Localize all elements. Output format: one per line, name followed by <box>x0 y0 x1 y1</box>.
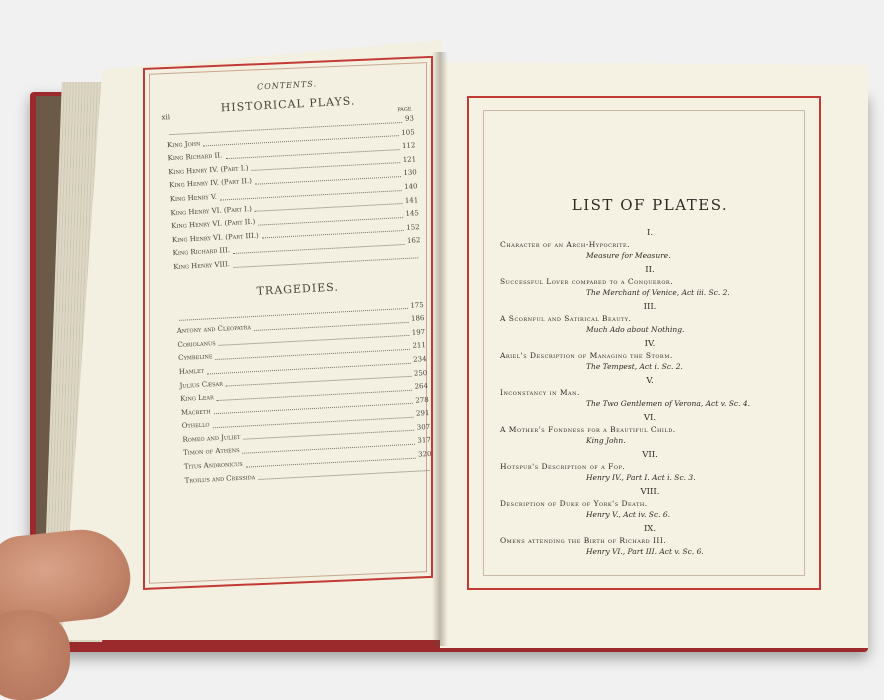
toc-entry-name: Othello <box>181 420 210 431</box>
toc-entry-name: Antony and Cleopatra <box>176 323 252 336</box>
toc-entry-name: Cymbeline <box>177 352 213 363</box>
toc-entry-page: 130 <box>403 168 418 178</box>
toc-entry-name: King Henry VI. (Part III.) <box>171 231 259 244</box>
plate-caption: A Scornful and Satirical Beauty. <box>500 314 632 323</box>
toc-entry-name: King Richard III. <box>172 246 231 258</box>
toc-entry-page <box>432 462 433 476</box>
toc-entry-page: 93 <box>404 114 415 123</box>
toc-entry-page: 141 <box>404 195 419 205</box>
toc-entry-page: 264 <box>414 382 429 391</box>
toc-entry-name: King Henry VI. (Part I.) <box>170 204 253 217</box>
toc-entry-name: King Henry V. <box>169 192 218 204</box>
plate-entry <box>500 413 800 446</box>
contents-page <box>152 74 446 557</box>
plate-entry <box>500 524 800 557</box>
toc-entry-page: 121 <box>402 155 417 164</box>
toc-entry-name: King Henry VI. (Part II.) <box>171 217 256 231</box>
toc-entry-name: King Henry IV. (Part II.) <box>168 177 253 190</box>
toc-entry-page: 197 <box>411 327 426 337</box>
plate-entry <box>500 302 800 335</box>
toc-entry-name: Romeo and Juliet <box>182 432 241 444</box>
toc-entry-page <box>421 248 422 262</box>
plate-caption: Hotspur's Description of a Fop. <box>500 462 626 471</box>
toc-entry-name: King Richard II. <box>167 151 223 163</box>
plate-source: The Tempest, Act i. Sc. 2. <box>586 362 683 371</box>
plate-caption: Ariel's Description of Managing the Storm. <box>500 351 673 360</box>
plate-caption: Inconstancy in Man. <box>500 388 580 397</box>
plate-entry <box>500 228 800 261</box>
plate-source: Much Ado about Nothing. <box>586 325 685 334</box>
plate-number: II. <box>645 265 655 275</box>
page-number: xii <box>161 113 171 122</box>
plate-source: Henry IV., Part I. Act i. Sc. 3. <box>586 473 696 482</box>
toc-entry-name: King John <box>166 139 201 149</box>
plate-source: Measure for Measure. <box>586 251 671 260</box>
plate-entry <box>500 339 800 372</box>
plate-caption: Description of Duke of York's Death. <box>500 499 648 508</box>
plate-source: King John. <box>586 436 626 445</box>
toc-entry-name: King Lear <box>180 393 214 404</box>
plate-number: VI. <box>643 413 657 423</box>
list-of-plates-title: LIST OF PLATES. <box>571 196 729 214</box>
plate-entry <box>500 376 800 409</box>
toc-entry-name: Troilus and Cressida <box>184 472 256 485</box>
plate-caption: Omens attending the Birth of Richard III. <box>500 536 667 545</box>
toc-entry-page: 320 <box>417 449 432 459</box>
plate-number: VII. <box>642 450 658 460</box>
toc-entry-page: 175 <box>410 300 424 310</box>
page-column-label: PAGE <box>397 106 412 114</box>
toc-entry-page: 250 <box>413 368 428 378</box>
toc-entry-page: 307 <box>416 422 431 432</box>
toc-entry-name <box>166 125 167 139</box>
toc-entry-name: Titus Andronicus <box>183 459 243 471</box>
toc-entry-name: King Henry IV. (Part I.) <box>168 163 249 177</box>
toc-entry-page: 140 <box>403 182 418 191</box>
plate-source: Henry V., Act iv. Sc. 6. <box>586 510 671 519</box>
toc-entry-name: Coriolanus <box>177 338 216 349</box>
plate-number: I. <box>646 228 654 238</box>
toc-entry-page: 291 <box>415 409 430 418</box>
plate-caption: Character of an Arch-Hypocrite. <box>500 240 631 249</box>
holding-hand-palm <box>0 610 70 700</box>
plate-entry <box>500 265 800 298</box>
plate-source: The Two Gentlemen of Verona, Act v. Sc. 4. <box>586 399 750 408</box>
plate-entry <box>500 450 800 483</box>
toc-entry-page: 162 <box>406 236 421 246</box>
list-of-plates-page <box>500 196 800 561</box>
historical-plays-title: HISTORICAL PLAYS. <box>220 94 356 115</box>
plate-number: V. <box>646 376 654 386</box>
plate-caption: A Mother's Fondness for a Beautiful Child. <box>500 425 676 434</box>
plate-entry <box>500 487 800 520</box>
plate-caption: Successful Lover compared to a Conqueror. <box>500 277 674 286</box>
toc-entry-name: King Henry VIII. <box>173 260 231 272</box>
toc-entry-page: 278 <box>415 395 429 405</box>
toc-entry-page: 211 <box>412 341 427 351</box>
plate-number: III. <box>643 302 657 312</box>
running-head: CONTENTS. <box>256 79 318 92</box>
tragedies-list <box>164 298 443 489</box>
plate-number: VIII. <box>640 487 660 497</box>
toc-entry-page: 234 <box>412 354 427 364</box>
toc-entry-name: Hamlet <box>178 366 205 376</box>
tragedies-title: TRAGEDIES. <box>256 280 340 298</box>
toc-entry-name: Timon of Athens <box>182 446 240 458</box>
historical-plays-list <box>154 112 431 275</box>
toc-entry-page: 145 <box>405 209 420 219</box>
plate-source: Henry VI., Part III. Act v. Sc. 6. <box>586 547 704 556</box>
toc-entry-name <box>176 312 177 326</box>
toc-entry-name: Julius Cæsar <box>179 379 224 390</box>
plate-number: IX. <box>643 524 657 534</box>
toc-entry-page: 152 <box>406 222 420 232</box>
toc-entry-page: 317 <box>417 436 432 446</box>
toc-entry-name: Macbeth <box>180 407 211 417</box>
plate-number: IV. <box>644 339 656 349</box>
toc-entry-page: 112 <box>401 141 416 151</box>
toc-entry-page: 186 <box>410 314 425 323</box>
toc-entry-page: 105 <box>401 127 415 137</box>
plate-source: The Merchant of Venice, Act iii. Sc. 2. <box>586 288 730 297</box>
